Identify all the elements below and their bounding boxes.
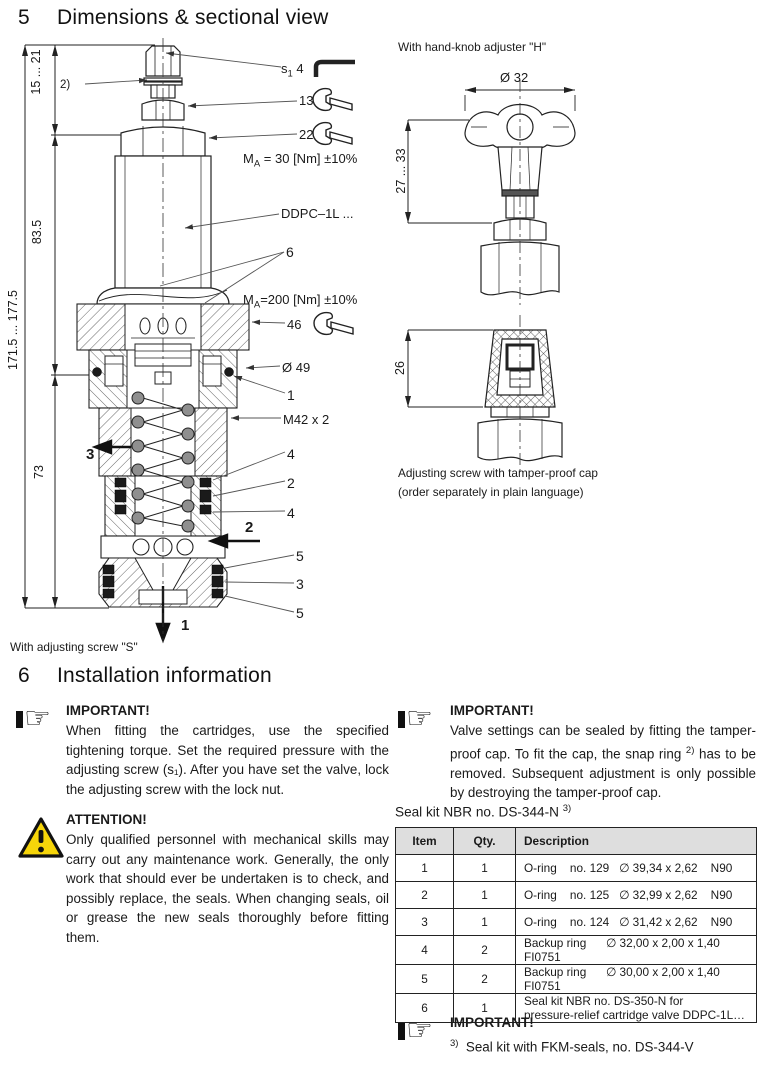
hand-glyph: ☞ <box>406 1013 433 1048</box>
cell-desc: Backup ring ∅ 30,00 x 2,00 x 1,40 FI0751 <box>516 965 757 994</box>
label-wrench-13: 13 <box>299 93 314 108</box>
label-item-4a: 4 <box>287 446 295 462</box>
label-port-1: 1 <box>181 617 190 634</box>
cell-qty: 1 <box>454 882 516 909</box>
label-item-3: 3 <box>296 576 304 592</box>
hand-cuff <box>398 1023 405 1040</box>
label-ref2: 2) <box>60 79 71 91</box>
attention-body: Only qualified personnel with mechanical skills may carry out any maintenance work. Generally, the only work that should ever be undertaken is to check, and possibly replace, the seals. When changing seals, oil or grease the new seals thoroughly before fitting them. <box>66 832 389 945</box>
col-header-item: Item <box>396 828 454 855</box>
section5-title: Dimensions & sectional view <box>57 6 329 29</box>
label-thread-m42: M42 x 2 <box>283 412 330 427</box>
dim-83-5: 83.5 <box>30 219 44 245</box>
label-wrench-46: 46 <box>287 317 302 332</box>
cell-item: 2 <box>396 882 454 909</box>
hand-glyph: ☞ <box>24 701 51 736</box>
label-item-2: 2 <box>287 475 295 491</box>
label-item-4b: 4 <box>287 505 295 521</box>
table-row <box>396 909 757 936</box>
cell-qty: 2 <box>454 936 516 965</box>
cell-item: 6 <box>396 994 454 1023</box>
important1-heading: IMPORTANT! <box>66 703 150 718</box>
cell-item: 1 <box>396 855 454 882</box>
pointing-hand-icon <box>398 701 433 736</box>
cell-desc: O-ring no. 129 ∅ 39,34 x 2,62 N90 <box>516 855 757 882</box>
table-row <box>396 936 757 965</box>
col-header-description: Description <box>516 828 757 855</box>
label-dia-49: Ø 49 <box>282 360 311 375</box>
label-torque-200nm: $M_A=200$ [Nm] ±10% <box>243 292 358 311</box>
label-item-5a: 5 <box>296 548 304 564</box>
label-model: DDPC–1L ... <box>281 206 354 221</box>
main-drawing-caption: With adjusting screw "S" <box>10 640 138 654</box>
table-row <box>396 855 757 882</box>
knob-drawing-caption: With hand-knob adjuster "H" <box>398 40 547 54</box>
important3-note: $^{3)}$ Seal kit with FKM-seals, no. DS-344-V <box>450 1038 694 1055</box>
label-port-3: 3 <box>86 446 95 463</box>
cell-desc: Backup ring ∅ 32,00 x 2,00 x 1,40 FI0751 <box>516 936 757 965</box>
table-row <box>396 965 757 994</box>
hand-cuff <box>398 711 405 728</box>
cell-qty: 1 <box>454 909 516 936</box>
seal-kit-table <box>395 827 757 1023</box>
cell-qty: 2 <box>454 965 516 994</box>
attention-heading: ATTENTION! <box>66 812 147 827</box>
label-s1-size: $s_1$ 4 <box>281 61 304 80</box>
cap-caption-line1: Adjusting screw with tamper-proof cap <box>398 466 598 480</box>
cell-item: 4 <box>396 936 454 965</box>
label-port-2: 2 <box>245 519 254 536</box>
important1-body: When fitting the cartridges, use the specified tightening torque. Set the required pressure with the adjusting screw (s₁). After you have set the valve, lock the adjusting screw with the lock nut. <box>66 723 389 797</box>
warning-triangle-icon <box>17 816 65 860</box>
hand-knob-drawing <box>395 55 635 310</box>
cell-item: 5 <box>396 965 454 994</box>
label-torque-30nm: $M_A = 30$ [Nm] ±10% <box>243 151 358 170</box>
pointing-hand-icon <box>16 701 51 736</box>
section6-title: Installation information <box>57 664 272 687</box>
wrench-icon <box>312 120 354 148</box>
important3-heading: IMPORTANT! <box>450 1015 534 1030</box>
cell-qty: 1 <box>454 994 516 1023</box>
table-row <box>396 882 757 909</box>
allen-key-icon <box>312 58 356 78</box>
hand-cuff <box>16 711 23 728</box>
cell-desc: O-ring no. 124 ∅ 31,42 x 2,62 N90 <box>516 909 757 936</box>
label-item-5b: 5 <box>296 605 304 621</box>
cell-item: 3 <box>396 909 454 936</box>
section6-number: 6 <box>18 664 30 687</box>
col-header-qty: Qty. <box>454 828 516 855</box>
wrench-icon <box>312 86 354 114</box>
dim-171-5: 171.5 ... 177.5 <box>6 290 20 370</box>
label-item-6: 6 <box>286 244 294 260</box>
important2-heading: IMPORTANT! <box>450 703 534 718</box>
section5-number: 5 <box>18 6 30 29</box>
seal-kit-title: Seal kit NBR no. DS-344-N $^{3)}$ <box>395 803 572 820</box>
cap-caption-line2: (order separately in plain language) <box>398 485 584 499</box>
wrench-icon <box>313 310 355 338</box>
cell-desc-line1: Seal kit NBR no. DS-350-N for <box>524 994 684 1008</box>
label-wrench-22: 22 <box>299 127 314 142</box>
knob-height-label: 27 ... 33 <box>394 148 408 194</box>
cell-desc <box>516 994 757 1023</box>
cell-desc-line2: pressure-relief cartridge valve DDPC-1L… <box>524 1008 745 1022</box>
cap-height-label: 26 <box>393 361 407 375</box>
important2-body: Valve settings can be sealed by fitting the tamper-proof cap. To fit the cap, the snap ring $^{2)}$ has to be removed. Subsequent adjustment is only possible by destroying the tamper-proof cap. <box>450 723 756 801</box>
hand-glyph: ☞ <box>406 701 433 736</box>
knob-dia-label: Ø 32 <box>500 70 529 85</box>
tamper-cap-drawing <box>395 315 635 480</box>
cell-qty: 1 <box>454 855 516 882</box>
label-item-1: 1 <box>287 387 295 403</box>
table-header-row <box>396 828 757 855</box>
dim-73: 73 <box>32 465 46 479</box>
dim-15-21: 15 ... 21 <box>29 49 43 95</box>
cell-desc: O-ring no. 125 ∅ 32,99 x 2,62 N90 <box>516 882 757 909</box>
pointing-hand-icon <box>398 1013 433 1048</box>
